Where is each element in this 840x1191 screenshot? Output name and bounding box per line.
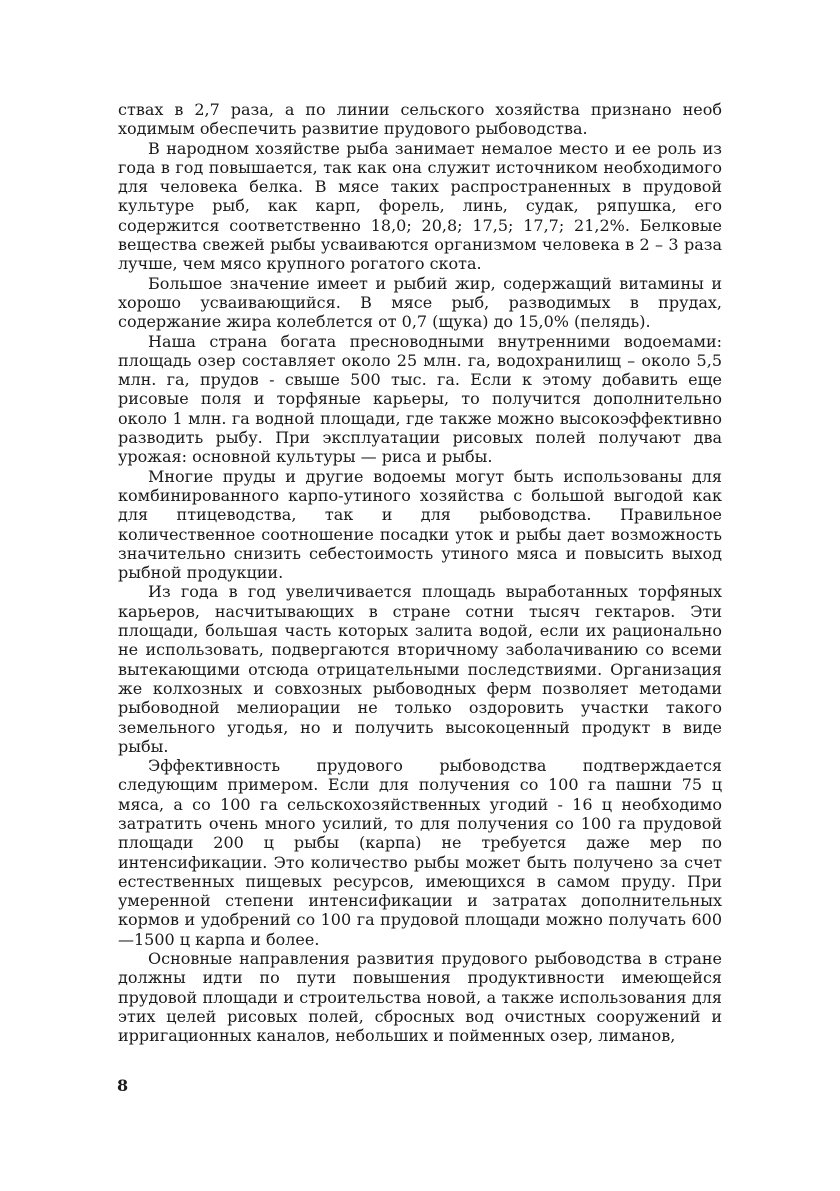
- paragraph-peat-quarries: Из года в год увеличивается площадь выработанных торфяных карьеров, насчитывающих в стране сотни тысяч гектаров. Эти площади, большая часть которых залита водой, если их рационально не использовать, подвергаются вторичному заболачиванию со всеми вытекающими отсюда отрицательными последствиями. Организация же колхозных и совхозных рыбоводных ферм позволяет методами рыбоводной мелиорации не только оздоровить участки такого земельного угодья, но и получить высокоценный продукт в виде рыбы.: [118, 582, 722, 756]
- page-number: 8: [117, 1076, 129, 1095]
- page-body: [118, 100, 722, 1046]
- paragraph-fish-oil: Большое значение имеет и рыбий жир, содержащий витамины и хорошо усваивающийся. В мясе рыб, разводимых в прудах, содержание жира колеблется от 0,7 (щука) до 15,0% (пелядь).: [118, 273, 722, 332]
- paragraph-development-directions: Основные направления развития прудового рыбоводства в стране должны идти по пути повышения продуктивности имеющейся прудовой площади и строительства новой, а также использования для этих целей рисовых полей, сбросных вод очистных сооружений и ирригационных каналов, небольших и пойменных озер, лиманов,: [118, 949, 722, 1046]
- paragraph-fish-protein: В народном хозяйстве рыба занимает немалое место и ее роль из года в год повышается, так как она служит источником необходимого для человека белка. В мясе таких распространенных в прудовой культуре рыб, как карп, форель, линь, судак, ряпушка, его содержится соответственно 18,0; 20,8; 17,5; 17,7; 21,2%. Белковые вещества свежей рыбы усваиваются организмом человека в 2 – 3 раза лучше, чем мясо крупного рогатого скота.: [118, 138, 722, 274]
- paragraph-carp-duck-farming: Многие пруды и другие водоемы могут быть использованы для комбинированного карпо-утиного хозяйства с большой выгодой как для птицеводства, так и для рыбоводства. Правильное количественное соотношение посадки уток и рыбы дает возможность значительно снизить себестоимость утиного мяса и повысить выход рыбной продукции.: [118, 466, 722, 583]
- paragraph-water-bodies: Наша страна богата пресноводными внутренними водоемами: площадь озер составляет около 25 млн. га, водохранилищ – около 5,5 млн. га, прудов - свыше 500 тыс. га. Если к этому добавить еще рисовые поля и торфяные карьеры, то получится дополнительно около 1 млн. га водной площади, где также можно высокоэффективно разводить рыбу. При эксплуатации рисовых полей получают два урожая: основной культуры — риса и рыбы.: [118, 331, 722, 467]
- paragraph-continuation: ствах в 2,7 раза, а по линии сельского хозяйства признано необ ходимым обеспечить развитие прудового рыбоводства.: [118, 100, 722, 139]
- paragraph-efficiency-example: Эффективность прудового рыбоводства подтверждается следующим примером. Если для получения со 100 га пашни 75 ц мяса, а со 100 га сельскохозяйственных угодий - 16 ц необходимо затратить очень много усилий, то для получения со 100 га прудовой площади 200 ц рыбы (карпа) не требуется даже мер по интенсификации. Это количество рыбы может быть получено за счет естественных пищевых ресурсов, имеющихся в самом пруду. При умеренной степени интенсификации и затратах дополнительных кормов и удобрений со 100 га прудовой площади можно получать 600—1500 ц карпа и более.: [118, 756, 722, 949]
